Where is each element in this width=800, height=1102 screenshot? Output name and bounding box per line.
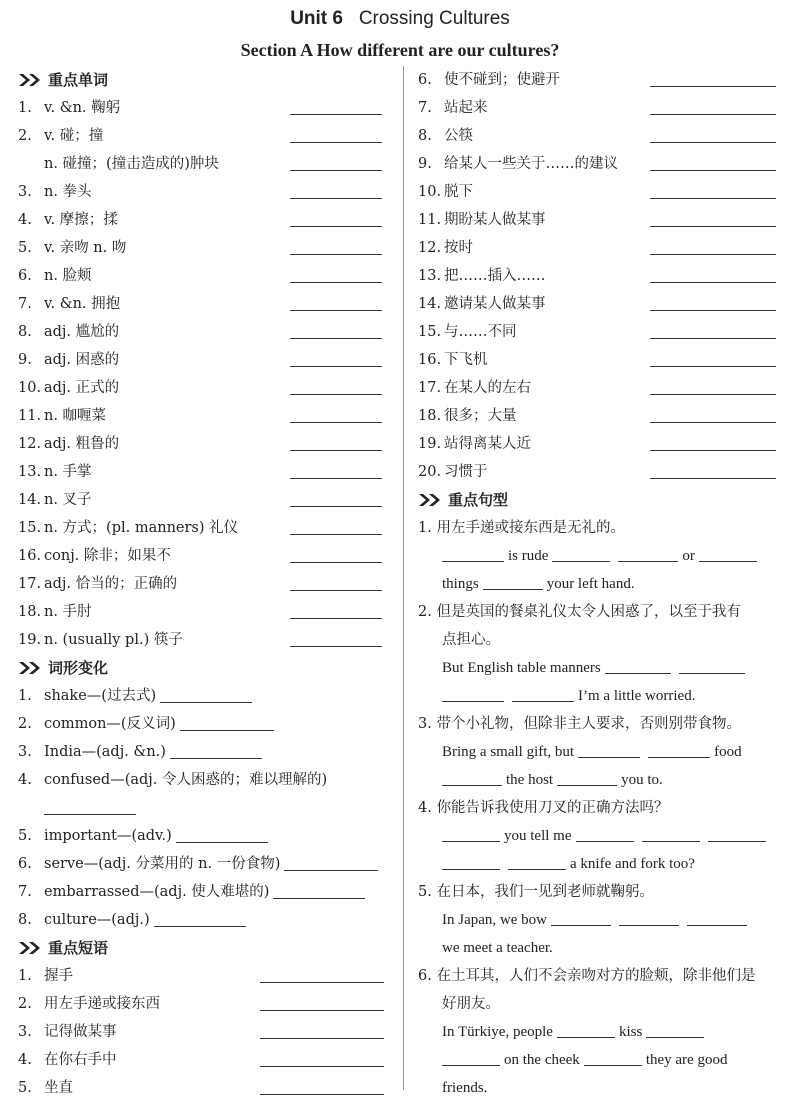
key-word-item xyxy=(18,542,390,570)
answer-blank[interactable] xyxy=(551,925,611,926)
sentence-1: 1. 用左手递或接东西是无礼的。 is rude or things your left hand. xyxy=(418,514,784,598)
double-chevron-icon xyxy=(18,661,44,675)
item-number: 8. xyxy=(418,128,432,144)
item-number: 12. xyxy=(418,240,442,256)
item-text: adj. 粗鲁的 xyxy=(44,436,120,452)
key-word-item xyxy=(18,458,390,486)
answer-blank[interactable] xyxy=(290,646,382,647)
item-number: 2. xyxy=(18,128,32,144)
answer-blank[interactable] xyxy=(650,394,776,395)
item-text: 记得做某事 xyxy=(44,1024,117,1040)
item-number: 6. xyxy=(418,72,432,88)
answer-blank[interactable] xyxy=(650,310,776,311)
key-word-item xyxy=(18,514,390,542)
item-number: 4. xyxy=(18,212,32,228)
item-number: 14. xyxy=(18,492,42,508)
word-form-item xyxy=(18,682,390,710)
answer-blank[interactable] xyxy=(284,870,378,871)
answer-blank[interactable] xyxy=(650,282,776,283)
item-text: n. 方式；(pl. manners) 礼仪 xyxy=(44,520,239,536)
unit-label: Unit 6 xyxy=(290,8,343,29)
item-number: 3. xyxy=(18,1024,32,1040)
sentence-prompt: 1. 用左手递或接东西是无礼的。 xyxy=(418,520,625,536)
word-form-item xyxy=(18,906,390,934)
phrase-item xyxy=(418,234,784,262)
answer-blank[interactable] xyxy=(605,673,671,674)
item-text: 在某人的左右 xyxy=(444,380,531,396)
key-word-item xyxy=(18,430,390,458)
item-text: adj. 尴尬的 xyxy=(44,324,120,340)
item-number: 12. xyxy=(18,436,42,452)
sentence-4: 4. 你能告诉我使用刀叉的正确方法吗？ you tell me a knife and fork too? xyxy=(418,794,784,878)
item-number: 16. xyxy=(418,352,442,368)
answer-blank[interactable] xyxy=(650,422,776,423)
sentence-3: 3. 带个小礼物，但除非主人要求，否则别带食物。 Bring a small gift, but food the host you to. xyxy=(418,710,784,794)
phrase-item xyxy=(418,374,784,402)
phrase-item xyxy=(418,178,784,206)
answer-blank[interactable] xyxy=(557,785,617,786)
item-number: 5. xyxy=(18,828,32,844)
key-word-item xyxy=(18,150,390,178)
key-word-item xyxy=(18,234,390,262)
phrases-list-left xyxy=(18,962,390,1102)
item-number: 7. xyxy=(18,296,32,312)
answer-blank[interactable] xyxy=(650,86,776,87)
item-number: 1. xyxy=(18,688,32,704)
item-number: 14. xyxy=(418,296,442,312)
phrase-item xyxy=(18,962,390,990)
item-text: v. &n. 拥抱 xyxy=(44,296,121,312)
item-text: n. (usually pl.) 筷子 xyxy=(44,632,183,648)
answer-blank[interactable] xyxy=(290,282,382,283)
item-number: 10. xyxy=(18,380,42,396)
item-number: 15. xyxy=(18,520,42,536)
item-number: 5. xyxy=(18,240,32,256)
item-number: 8. xyxy=(18,324,32,340)
item-text: n. 手肘 xyxy=(44,604,92,620)
answer-blank[interactable] xyxy=(260,1010,384,1011)
phrase-item xyxy=(418,402,784,430)
item-text: confused—(adj. 令人困惑的；难以理解的) xyxy=(44,772,328,788)
item-text: adj. 困惑的 xyxy=(44,352,120,368)
item-text: 按时 xyxy=(444,240,473,256)
answer-blank[interactable] xyxy=(290,226,382,227)
word-form-item xyxy=(18,710,390,738)
key-word-item xyxy=(18,570,390,598)
item-text: important—(adv.) xyxy=(44,828,172,844)
item-number: 4. xyxy=(18,1052,32,1068)
answer-blank[interactable] xyxy=(260,1094,384,1095)
answer-blank[interactable] xyxy=(618,561,678,562)
item-number: 10. xyxy=(418,184,442,200)
item-text: 脱下 xyxy=(444,184,473,200)
sentence-2: 2. 但是英国的餐桌礼仪太令人困惑了，以至于我有 点担心。 But English table manners I’m a little worried. xyxy=(418,598,784,710)
key-word-item xyxy=(18,402,390,430)
item-text: 期盼某人做某事 xyxy=(444,212,546,228)
item-number: 9. xyxy=(418,156,432,172)
answer-blank[interactable] xyxy=(687,925,747,926)
answer-blank[interactable] xyxy=(576,841,634,842)
item-number: 3. xyxy=(18,744,32,760)
page-title xyxy=(0,8,800,30)
key-word-item xyxy=(18,262,390,290)
answer-blank[interactable] xyxy=(650,450,776,451)
answer-blank[interactable] xyxy=(650,366,776,367)
answer-blank[interactable] xyxy=(679,673,745,674)
item-text: 给某人一些关于……的建议 xyxy=(444,156,618,172)
phrase-item xyxy=(418,430,784,458)
item-number: 6. xyxy=(18,856,32,872)
item-text: 用左手递或接东西 xyxy=(44,996,160,1012)
item-text: n. 拳头 xyxy=(44,184,92,200)
answer-blank[interactable] xyxy=(646,1037,704,1038)
item-text: India—(adj. &n.) xyxy=(44,744,166,760)
item-number: 11. xyxy=(18,408,42,424)
answer-blank[interactable] xyxy=(290,534,382,535)
word-form-item xyxy=(18,878,390,906)
answer-blank[interactable] xyxy=(642,841,700,842)
answer-blank[interactable] xyxy=(442,561,504,562)
answer-blank[interactable] xyxy=(290,310,382,311)
answer-blank[interactable] xyxy=(290,254,382,255)
answer-blank[interactable] xyxy=(650,142,776,143)
answer-blank[interactable] xyxy=(290,618,382,619)
phrases-list-right xyxy=(418,66,784,486)
item-text: 邀请某人做某事 xyxy=(444,296,546,312)
item-text: 站得离某人近 xyxy=(444,436,531,452)
word-forms-heading: 词形变化 xyxy=(18,654,390,682)
answer-blank[interactable] xyxy=(708,841,766,842)
answer-blank[interactable] xyxy=(442,869,500,870)
sentence-5: 5. 在日本，我们一见到老师就鞠躬。 In Japan, we bow we meet a teacher. xyxy=(418,878,784,962)
key-word-item xyxy=(18,178,390,206)
key-word-item xyxy=(18,318,390,346)
key-word-item xyxy=(18,94,390,122)
key-words-list xyxy=(18,94,390,654)
item-text: 公筷 xyxy=(444,128,473,144)
item-number: 3. xyxy=(18,184,32,200)
answer-blank[interactable] xyxy=(290,422,382,423)
key-word-item xyxy=(18,206,390,234)
phrase-item xyxy=(418,66,784,94)
item-text: adj. 恰当的；正确的 xyxy=(44,576,178,592)
answer-blank[interactable] xyxy=(442,1065,500,1066)
item-number: 9. xyxy=(18,352,32,368)
answer-blank[interactable] xyxy=(483,589,543,590)
answer-blank[interactable] xyxy=(650,254,776,255)
item-number: 19. xyxy=(18,632,42,648)
word-form-continuation xyxy=(18,794,390,822)
item-text: 站起来 xyxy=(444,100,488,116)
item-text: v. 亲吻 n. 吻 xyxy=(44,240,127,256)
answer-blank[interactable] xyxy=(442,785,502,786)
answer-blank[interactable] xyxy=(290,198,382,199)
item-number: 6. xyxy=(18,268,32,284)
item-text: 下飞机 xyxy=(444,352,488,368)
answer-blank[interactable] xyxy=(508,869,566,870)
item-number: 1. xyxy=(18,100,32,116)
answer-blank[interactable] xyxy=(170,758,262,759)
answer-blank[interactable] xyxy=(699,561,757,562)
answer-blank[interactable] xyxy=(260,982,384,983)
key-word-item xyxy=(18,626,390,654)
answer-blank[interactable] xyxy=(650,198,776,199)
item-text: 很多；大量 xyxy=(444,408,517,424)
phrase-item xyxy=(18,1046,390,1074)
item-text: 习惯于 xyxy=(444,464,488,480)
phrase-item xyxy=(418,318,784,346)
answer-blank[interactable] xyxy=(290,506,382,507)
phrase-item xyxy=(18,1074,390,1102)
key-word-item xyxy=(18,290,390,318)
item-number: 4. xyxy=(18,772,32,788)
item-number: 8. xyxy=(18,912,32,928)
item-text: 坐直 xyxy=(44,1080,73,1096)
answer-blank[interactable] xyxy=(552,561,610,562)
item-text: 与……不同 xyxy=(444,324,517,340)
phrase-item xyxy=(18,990,390,1018)
answer-blank[interactable] xyxy=(290,114,382,115)
answer-blank[interactable] xyxy=(290,478,382,479)
answer-blank[interactable] xyxy=(290,142,382,143)
unit-title: Crossing Cultures xyxy=(358,8,510,29)
item-number: 11. xyxy=(418,212,442,228)
answer-blank[interactable] xyxy=(176,842,268,843)
item-text: conj. 除非；如果不 xyxy=(44,548,171,564)
item-number: 15. xyxy=(418,324,442,340)
item-text: 使不碰到；使避开 xyxy=(444,72,560,88)
word-form-item xyxy=(18,850,390,878)
double-chevron-icon xyxy=(18,73,44,87)
item-text: n. 脸颊 xyxy=(44,268,92,284)
answer-blank[interactable] xyxy=(290,338,382,339)
answer-blank[interactable] xyxy=(44,814,136,815)
phrase-item xyxy=(418,206,784,234)
phrase-item xyxy=(18,1018,390,1046)
right-column xyxy=(418,66,784,1102)
item-number: 13. xyxy=(18,464,42,480)
answer-blank[interactable] xyxy=(557,1037,615,1038)
item-number: 13. xyxy=(418,268,442,284)
answer-blank[interactable] xyxy=(512,701,574,702)
answer-blank[interactable] xyxy=(290,590,382,591)
sentence-6: 6. 在土耳其，人们不会亲吻对方的脸颊，除非他们是 好朋友。 In Türkiye, people kiss on the cheek they are good friends. xyxy=(418,962,784,1102)
item-text: adj. 正式的 xyxy=(44,380,120,396)
word-form-item xyxy=(18,738,390,766)
key-word-item xyxy=(18,346,390,374)
word-form-item xyxy=(18,766,390,794)
item-text: culture—(adj.) xyxy=(44,912,150,928)
item-number: 2. xyxy=(18,716,32,732)
answer-blank[interactable] xyxy=(442,701,504,702)
item-number: 18. xyxy=(18,604,42,620)
item-text: n. 叉子 xyxy=(44,492,92,508)
item-text: shake—(过去式) xyxy=(44,688,157,704)
item-number: 2. xyxy=(18,996,32,1012)
phrase-item xyxy=(418,122,784,150)
phrase-item xyxy=(418,262,784,290)
item-number: 17. xyxy=(18,576,42,592)
phrase-item xyxy=(418,94,784,122)
answer-blank[interactable] xyxy=(584,1065,642,1066)
section-title: Section A How different are our cultures? xyxy=(240,40,560,60)
answer-blank[interactable] xyxy=(290,562,382,563)
item-number: 16. xyxy=(18,548,42,564)
word-form-item xyxy=(18,822,390,850)
item-number: 7. xyxy=(18,884,32,900)
key-word-item xyxy=(18,374,390,402)
item-text: 在你右手中 xyxy=(44,1052,117,1068)
item-text: v. 碰；撞 xyxy=(44,128,104,144)
sentence-prompt: 5. 在日本，我们一见到老师就鞠躬。 xyxy=(418,884,654,900)
answer-blank[interactable] xyxy=(619,925,679,926)
answer-blank[interactable] xyxy=(160,702,252,703)
key-words-heading: 重点单词 xyxy=(18,66,390,94)
answer-blank[interactable] xyxy=(650,114,776,115)
word-forms-list xyxy=(18,682,390,934)
answer-blank[interactable] xyxy=(650,170,776,171)
sentences-heading: 重点句型 xyxy=(418,486,784,514)
item-text: common—(反义词) xyxy=(44,716,176,732)
item-text: embarrassed—(adj. 使人难堪的) xyxy=(44,884,270,900)
double-chevron-icon xyxy=(418,493,444,507)
item-text: serve—(adj. 分菜用的 n. 一份食物) xyxy=(44,856,281,872)
item-number: 7. xyxy=(418,100,432,116)
item-text: 把……插入…… xyxy=(444,268,546,284)
answer-blank[interactable] xyxy=(260,1038,384,1039)
answer-blank[interactable] xyxy=(290,170,382,171)
phrases-heading: 重点短语 xyxy=(18,934,390,962)
answer-blank[interactable] xyxy=(650,478,776,479)
answer-blank[interactable] xyxy=(260,1066,384,1067)
key-word-item xyxy=(18,122,390,150)
phrase-item xyxy=(418,346,784,374)
answer-blank[interactable] xyxy=(290,450,382,451)
answer-blank[interactable] xyxy=(650,338,776,339)
item-number: 20. xyxy=(418,464,442,480)
item-number: 17. xyxy=(418,380,442,396)
answer-blank[interactable] xyxy=(648,757,710,758)
item-text: v. 摩擦；揉 xyxy=(44,212,118,228)
double-chevron-icon xyxy=(18,941,44,955)
sentence-prompt: 6. 在土耳其，人们不会亲吻对方的脸颊，除非他们是 xyxy=(418,968,756,984)
item-number: 5. xyxy=(18,1080,32,1096)
phrase-item xyxy=(418,458,784,486)
item-number: 1. xyxy=(18,968,32,984)
item-text: n. 手掌 xyxy=(44,464,92,480)
key-word-item xyxy=(18,598,390,626)
item-text: n. 碰撞；(撞击造成的)肿块 xyxy=(44,156,219,172)
sentence-prompt: 4. 你能告诉我使用刀叉的正确方法吗？ xyxy=(418,800,669,816)
left-column xyxy=(18,66,390,1102)
item-text: 握手 xyxy=(44,968,73,984)
item-number: 18. xyxy=(418,408,442,424)
item-text: n. 咖喱菜 xyxy=(44,408,107,424)
key-word-item xyxy=(18,486,390,514)
answer-blank[interactable] xyxy=(650,226,776,227)
sentence-prompt: 2. 但是英国的餐桌礼仪太令人困惑了，以至于我有 xyxy=(418,604,741,620)
sentence-prompt: 3. 带个小礼物，但除非主人要求，否则别带食物。 xyxy=(418,716,741,732)
column-divider xyxy=(403,66,404,1090)
item-number: 19. xyxy=(418,436,442,452)
answer-blank[interactable] xyxy=(290,394,382,395)
answer-blank[interactable] xyxy=(180,730,274,731)
answer-blank[interactable] xyxy=(578,757,640,758)
phrase-item xyxy=(418,290,784,318)
answer-blank[interactable] xyxy=(273,898,365,899)
answer-blank[interactable] xyxy=(442,841,500,842)
item-text: v. &n. 鞠躬 xyxy=(44,100,121,116)
answer-blank[interactable] xyxy=(154,926,246,927)
answer-blank[interactable] xyxy=(290,366,382,367)
phrase-item xyxy=(418,150,784,178)
